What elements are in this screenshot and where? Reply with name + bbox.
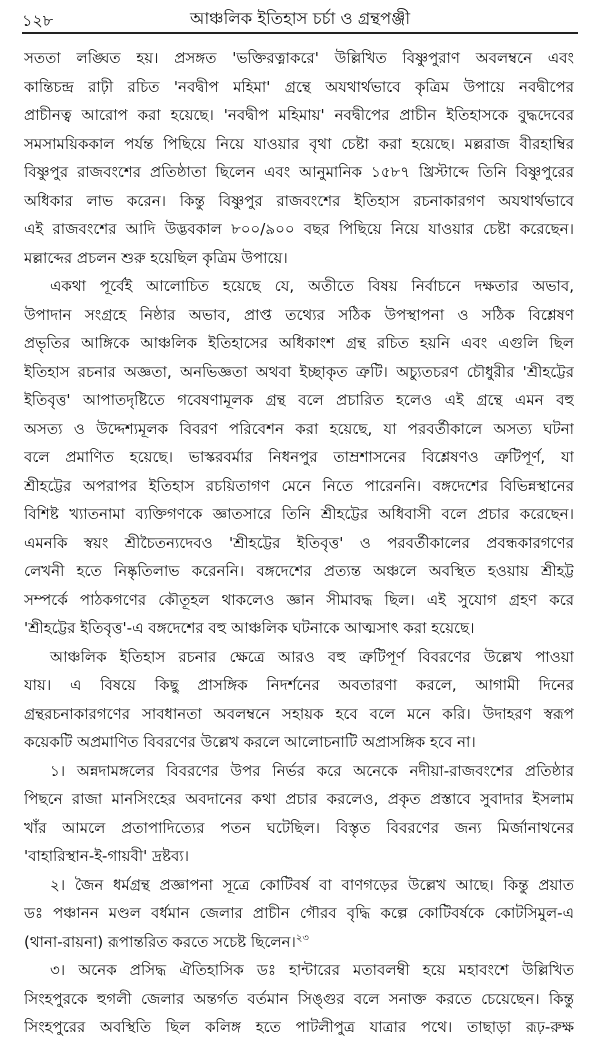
text-line: বিশিষ্ট খ্যাতনামা ব্যক্তিগণকে জ্ঞাতসারে তিনি শ্রীহট্টের অধিবাসী বলে প্রচার করেছেন। [24,505,574,523]
text-line: অসত্য ও উদ্দেশ্যমূলক বিবরণ পরিবেশন করা হয়েছে, যা পরবর্তীকালে অসত্য ঘটনা [24,419,574,438]
text-line-content: (থানা-রায়না) রূপান্তরিত করতে সচেষ্ট ছিলেন। [24,932,296,951]
text-line: এমনকি স্বয়ং শ্রীচৈতন্যদেবও 'শ্রীহট্টের ইতিবৃত্ত' ও পরবর্তীকালের প্রবন্ধকারগণের [24,533,574,552]
text-line: বলে প্রমাণিত হয়েছে। ভাস্করবর্মার নিধনপুর তাম্রশাসনের বিশ্লেষণও ত্রুটিপূর্ণ, যা [24,448,574,466]
header-rule [22,32,578,34]
text-line: ডঃ পঞ্চানন মণ্ডল বর্ধমান জেলার প্রাচীন গৌরব বৃদ্ধি কল্পে কোটিবর্ষকে কোটসিমুল-এ [24,904,574,922]
text-line: এই রাজবংশের আদি উদ্ভবকাল ৮০০/৯০০ বছর পিছিয়ে নিয়ে যাওয়ার চেষ্টা করেছেন। [24,220,574,238]
footnote-ref: ২৩ [295,932,309,944]
running-title: আঞ্চলিক ইতিহাস চর্চা ও গ্রন্থপঞ্জী [189,8,411,28]
text-line: সিংহপুরকে হুগলী জেলার অন্তর্গত বর্তমান সিঙ্গুর বলে সনাক্ত করতে চেয়েছেন। কিন্তু [24,989,574,1008]
text-line: 'বাহারিস্থান-ই-গায়বী' দ্রষ্টব্য। [24,847,190,865]
text-line: ৩। অনেক প্রসিদ্ধ ঐতিহাসিক ডঃ হান্টারের মতাবলম্বী হয়ে মহাবংশে উল্লিখিত [50,961,574,979]
text-line: উপাদান সংগ্রহে নিষ্ঠার অভাব, প্রাপ্ত তথ্যের সঠিক উপস্থাপনা ও সঠিক বিশ্লেষণ [24,305,574,324]
text-line: সমসাময়িককাল পর্যন্ত পিছিয়ে নিয়ে যাওয়ার বৃথা চেষ্টা করা হয়েছে। মল্লরাজ বীরহাম্বির [24,134,574,153]
text-line: কান্তিচন্দ্র রাঢ়ী রচিত 'নবদ্বীপ মহিমা' গ্রন্থে অযথার্থভাবে কৃত্রিম উপায়ে নবদ্বীপের [24,77,574,96]
text-line: ২। জৈন ধর্মগ্রন্থ প্রজ্ঞাপনা সূত্রে কোটিবর্ষ বা বাণগড়ের উল্লেখ আছে। কিন্তু প্রয়াত [50,875,574,894]
text-line: মল্লাব্দের প্রচলন শুরু হয়েছিল কৃত্রিম উপায়ে। [24,248,288,267]
text-line: প্রভৃতির আঙ্গিকে আঞ্চলিক ইতিহাসের অধিকাংশ গ্রন্থ রচিত হয়নি এবং এগুলি ছিল [24,334,574,352]
text-line: 'শ্রীহট্টের ইতিবৃত্ত'-এ বঙ্গদেশের বহু আঞ্চলিক ঘটনাকে আত্মসাৎ করা হয়েছে। [24,619,475,637]
text-line: অধিকার লাভ করেন। কিন্তু বিষ্ণুপুর রাজবংশের ইতিহাস রচনাকারগণ অযথার্থভাবে [24,191,574,210]
text-line: সততা লঙ্ঘিত হয়। প্রসঙ্গত 'ভক্তিরত্নাকরে' উল্লিখিত বিষ্ণুপুরাণ অবলম্বনে এবং [24,49,574,67]
text-line: আঞ্চলিক ইতিহাস রচনার ক্ষেত্রে আরও বহু ত্রুটিপূর্ণ বিবরণের উল্লেখ পাওয়া [50,647,574,666]
running-header [22,6,578,32]
text-line: লেখনী হতে নিষ্কৃতিলাভ করেননি। বঙ্গদেশের প্রত্যন্ত অঞ্চলে অবস্থিত হওয়ায় শ্রীহট্ট [24,562,574,580]
body-text [24,44,574,1042]
text-line: খাঁর আমলে প্রতাপাদিত্যের পতন ঘটেছিল। বিস্তৃত বিবরণের জন্য মির্জানাথনের [24,818,574,837]
text-line-with-footnote [24,928,574,957]
text-line: বিষ্ণুপুর রাজবংশের প্রতিষ্ঠাতা ছিলেন এবং আনুমানিক ১৫৮৭ খ্রিস্টাব্দে তিনি বিষ্ণুপুরের [24,163,574,181]
text-line: প্রাচীনত্ব আরোপ করা হয়েছে। 'নবদ্বীপ মহিমায়' নবদ্বীপের প্রাচীন ইতিহাসকে বুদ্ধদেবের [24,106,574,124]
text-line: সম্পর্কে পাঠকগণের কৌতূহল থাকলেও জ্ঞান সীমাবদ্ধ ছিল। এই সুযোগ গ্রহণ করে [24,590,574,609]
text-line: ইতিবৃত্ত' আপাতদৃষ্টিতে গবেষণামূলক গ্রন্থ বলে প্রচারিত হলেও এই গ্রন্থে এমন বহু [24,391,574,409]
text-line: ইতিহাস রচনার অজ্ঞতা, অনভিজ্ঞতা অথবা ইচ্ছাকৃত ত্রুটি। অচ্যুতচরণ চৌধুরীর 'শ্রীহট্টের [24,362,574,381]
text-line: পিছনে রাজা মানসিংহের অবদানের কথা প্রচার করলেও, প্রকৃত প্রস্তাবে সুবাদার ইসলাম [24,790,574,808]
text-line: ১। অন্নদামঙ্গলের বিবরণের উপর নির্ভর করে অনেকে নদীয়া-রাজবংশের প্রতিষ্ঠার [50,761,574,780]
page-number: ১২৮ [22,11,54,30]
text-line: যায়। এ বিষয়ে কিছু প্রাসঙ্গিক নিদর্শনের অবতারণা করলে, আগামী দিনের [24,676,574,694]
text-line: গ্রন্থরচনাকারগণের সাবধানতা অবলম্বনে সহায়ক হবে বলে মনে করি। উদাহরণ স্বরূপ [24,704,574,723]
text-line: কয়েকটি অপ্রমাণিত বিবরণের উল্লেখ করলে আলোচনাটি অপ্রাসঙ্গিক হবে না। [24,733,476,751]
text-line: একথা পূর্বেই আলোচিত হয়েছে যে, অতীতে বিষয় নির্বাচনে দক্ষতার অভাব, [50,277,574,295]
text-line: সিংহপুরের অবস্থিতি ছিল কলিঙ্গ হতে পাটলীপুত্র যাত্রার পথে। তাছাড়া রূঢ়-রুক্ষ [24,1018,574,1036]
text-line: শ্রীহট্টের অপরাপর ইতিহাস রচয়িতাগণ মেনে নিতে পারেননি। বঙ্গদেশের বিভিন্নস্থানের [24,476,574,495]
